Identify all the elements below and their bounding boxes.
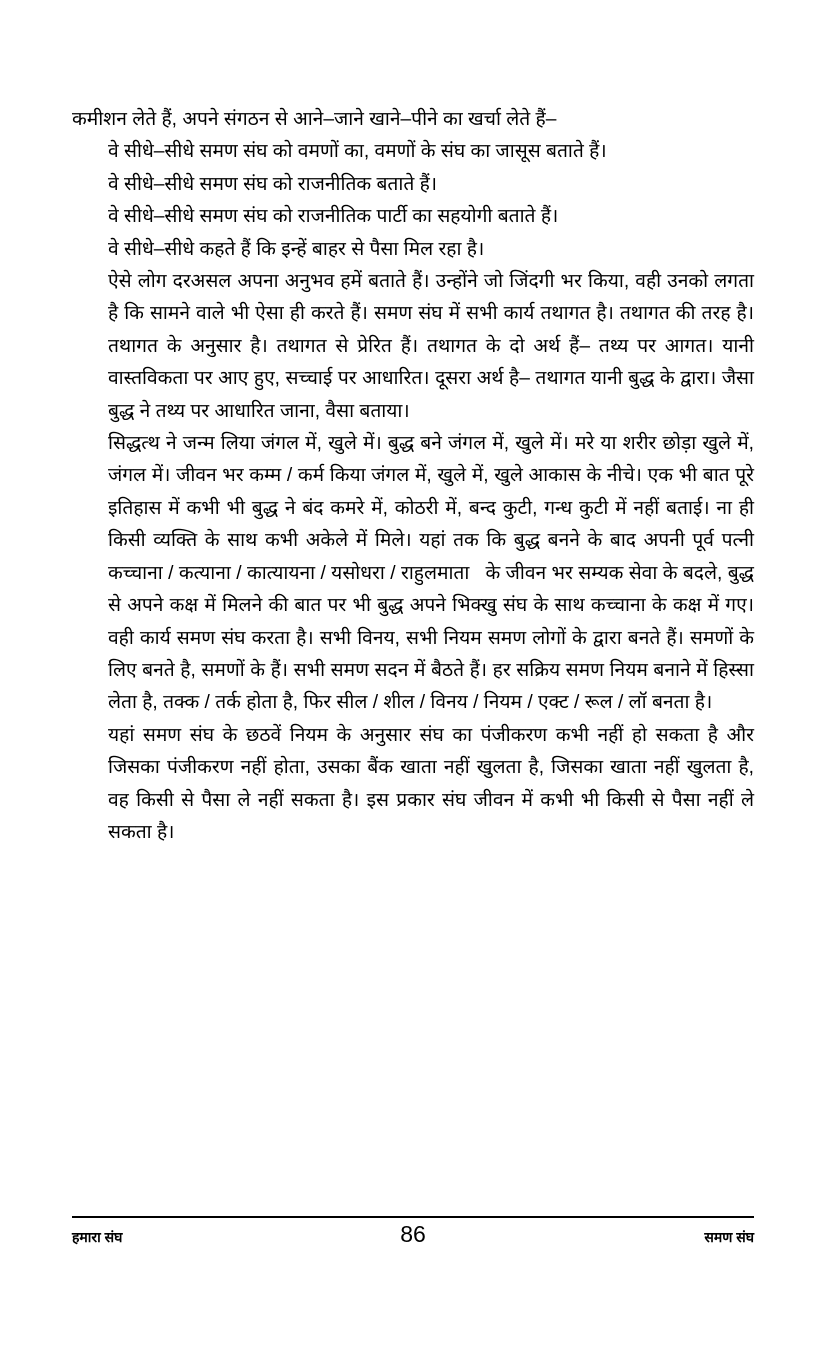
footer-right-label: समण संघ: [704, 1229, 754, 1245]
body-paragraph-7: यहां समण संघ के छठवें नियम के अनुसार संघ का पंजीकरण कभी नहीं हो सकता है और जिसका पंजीकरण नहीं होता, उसका बैंक खाता नहीं खुलता है, जिसका खाता नहीं खुलता है, वह किसी से पैसा ले नहीं सकता है। इस प्रकार संघ जीवन में कभी भी किसी से पैसा नहीं ले सकता है।: [108, 724, 760, 843]
footer-row: [72, 1222, 754, 1248]
body-paragraph-2: वे सीधे–सीधे समण संघ को राजनीतिक बताते हैं।: [108, 173, 438, 195]
body-opening-line: कमीशन लेते हैं, अपने संगठन से आने–जाने खाने–पीने का खर्चा लेते हैं–: [72, 109, 557, 130]
footer-left-label: हमारा संघ: [72, 1229, 123, 1245]
body-paragraph-4: वे सीधे–सीधे कहते हैं कि इन्हें बाहर से पैसा मिल रहा है।: [108, 238, 485, 260]
page-number: 86: [400, 1221, 426, 1247]
body-paragraph-1: वे सीधे–सीधे समण संघ को वमणों का, वमणों के संघ का जासूस बताते हैं।: [108, 141, 607, 163]
body-paragraph-3: वे सीधे–सीधे समण संघ को राजनीतिक पार्टी का सहयोगी बताते हैं।: [108, 206, 559, 228]
page-content: [72, 104, 760, 849]
body-paragraph-6: सिद्धत्थ ने जन्म लिया जंगल में, खुले में। बुद्ध बने जंगल में, खुले में। मरे या शरीर छोड़ा खुले में, जंगल में। जीवन भर कम्म / कर्म किया जंगल में, खुले में, खुले आकास के नीचे। एक भी बात पूरे इतिहास में कभी भी बुद्ध ने बंद कमरे में, कोठरी में, बन्द कुटी, गन्ध कुटी में नहीं बताई। ना ही किसी व्यक्ति के साथ कभी अकेले में मिले। यहां तक कि बुद्ध बनने के बाद अपनी पूर्व पत्नी कच्चाना / कत्याना / कात्यायना / यसोधरा / राहुलमाता के जीवन भर सम्यक सेवा के बदले, बुद्ध से अपने कक्ष में मिलने की बात पर भी बुद्ध अपने भिक्खु संघ के साथ कच्चाना के कक्ष में गए। वही कार्य समण संघ करता है। सभी विनय, सभी नियम समण लोगों के द्वारा बनते हैं। समणों के लिए बनते है, समणों के हैं। सभी समण सदन में बैठते हैं। हर सक्रिय समण नियम बनाने में हिस्सा लेता है, तक्क / तर्क होता है, फिर सील / शील / विनय / नियम / एक्ट / रूल / लॉ बनता है।: [108, 433, 760, 714]
footer-divider: [72, 1216, 754, 1218]
body-paragraph-5: ऐसे लोग दरअसल अपना अनुभव हमें बताते हैं। उन्होंने जो जिंदगी भर किया, वही उनको लगता है कि सामने वाले भी ऐसा ही करते हैं। समण संघ में सभी कार्य तथागत है। तथागत की तरह है। तथागत के अनुसार है। तथागत से प्रेरित हैं। तथागत के दो अर्थ हैं– तथ्य पर आगत। यानी वास्तविकता पर आए हुए, सच्चाई पर आधारित। दूसरा अर्थ है– तथागत यानी बुद्ध के द्वारा। जैसा बुद्ध ने तथ्य पर आधारित जाना, वैसा बताया।: [108, 271, 760, 422]
page-footer: [72, 1216, 754, 1256]
